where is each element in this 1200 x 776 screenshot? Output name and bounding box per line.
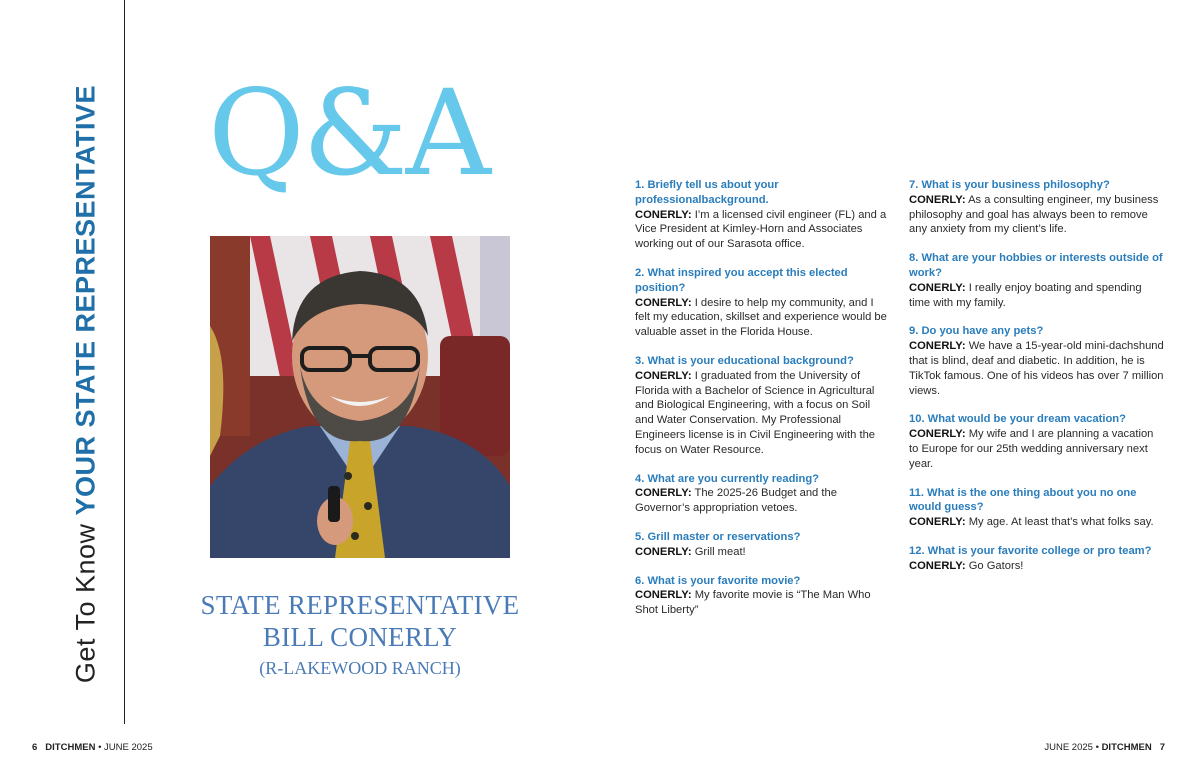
answer-text: Grill meat! [694, 545, 746, 558]
question: 11. What is the one thing about you no one would guess? [909, 486, 1137, 514]
answer [635, 545, 890, 560]
qa-title: Q&A [208, 64, 489, 202]
answer-text: I really enjoy boating and spending time with my family. [909, 281, 1142, 309]
answer [909, 559, 1164, 574]
speaker-label: CONERLY: [909, 281, 966, 294]
qa-item [635, 354, 890, 458]
qa-item [909, 412, 1164, 471]
answer-text: As a consulting engineer, my business philosophy and goal has always been to remove any anxiety from my client’s life. [909, 193, 1159, 236]
answer [635, 486, 890, 516]
portrait-photo [210, 236, 510, 558]
answer [635, 208, 890, 252]
speaker-label: CONERLY: [635, 208, 692, 221]
question: 10. What would be your dream vacation? [909, 413, 1126, 426]
answer [909, 281, 1164, 311]
answer-text: My favorite movie is “The Man Who Shot Liberty” [635, 589, 871, 617]
speaker-label: CONERLY: [635, 369, 692, 382]
qa-item [909, 324, 1164, 398]
qa-column-right [909, 178, 1164, 588]
speaker-label: CONERLY: [909, 428, 966, 441]
question: 4. What are you currently reading? [635, 472, 820, 485]
answer-text: The 2025-26 Budget and the Governor’s appropriation vetoes. [635, 487, 837, 515]
answer-text: I desire to help my community, and I felt my education, skillset and experience would be valuable asset in the Florida House. [635, 296, 887, 339]
qa-item [635, 178, 890, 252]
side-title [71, 85, 102, 683]
question: 12. What is your favorite college or pro team? [909, 544, 1152, 557]
qa-item [635, 266, 890, 340]
answer [909, 515, 1164, 530]
question: 2. What inspired you accept this elected position? [635, 266, 848, 294]
footer-left [32, 742, 153, 753]
speaker-label: CONERLY: [635, 296, 692, 309]
question: 5. Grill master or reservations? [635, 530, 801, 543]
answer [635, 369, 890, 458]
question: 1. Briefly tell us about your professionalbackground. [635, 179, 779, 206]
caption-title: STATE REPRESENTATIVE [200, 590, 520, 620]
speaker-label: CONERLY: [909, 516, 966, 529]
answer-text: My age. At least that’s what folks say. [968, 516, 1154, 529]
question: 3. What is your educational background? [635, 354, 854, 367]
question: 9. Do you have any pets? [909, 325, 1044, 338]
footer-brand-left: DITCHMEN [45, 742, 96, 753]
page-number-right: 7 [1159, 742, 1165, 753]
footer-date-left: JUNE 2025 [104, 742, 153, 753]
answer-text: We have a 15-year-old mini-dachshund that is blind, deaf and diabetic. In addition, he is TikTok famous. One of his videos has over 7 million views. [909, 340, 1164, 397]
speaker-label: CONERLY: [909, 340, 966, 353]
speaker-label: CONERLY: [909, 559, 966, 572]
question: 6. What is your favorite movie? [635, 574, 801, 587]
footer-sep-right: • [1095, 742, 1099, 753]
answer-text: I’m a licensed civil engineer (FL) and a Vice President at Kimley-Horn and Associates working out of our Sarasota office. [635, 208, 887, 251]
qa-column-left [635, 178, 890, 632]
qa-item [635, 574, 890, 618]
answer [909, 339, 1164, 398]
answer-text: Go Gators! [968, 559, 1024, 572]
answer [635, 588, 890, 618]
speaker-label: CONERLY: [635, 545, 692, 558]
speaker-label: CONERLY: [635, 487, 692, 500]
qa-item [909, 544, 1164, 574]
answer-text: I graduated from the University of Florida with a Bachelor of Science in Agricultural and Biological Engineering, with a focus on Soil and Water Conservation. My Professional Engineers license is in Civil Engineering with the focus on Water Resource. [635, 369, 876, 456]
speaker-label: CONERLY: [909, 193, 966, 206]
side-title-light: Get To Know [70, 515, 101, 684]
question: 8. What are your hobbies or interests outside of work? [909, 252, 1163, 279]
qa-item [909, 178, 1164, 237]
footer-date-right: JUNE 2025 [1044, 742, 1093, 753]
side-title-bold: YOUR STATE REPRESENTATIVE [70, 84, 101, 516]
page-number-left: 6 [32, 742, 38, 753]
footer-sep-left: • [98, 742, 102, 753]
qa-item [909, 251, 1164, 310]
answer-text: My wife and I are planning a vacation to Europe for our 25th wedding anniversary next year. [909, 428, 1154, 470]
answer [909, 427, 1164, 471]
answer [909, 193, 1164, 237]
caption-district: (R-LAKEWOOD RANCH) [259, 658, 461, 678]
speaker-label: CONERLY: [635, 589, 692, 602]
footer-brand-right: DITCHMEN [1101, 742, 1152, 753]
qa-item [909, 486, 1164, 530]
qa-item [635, 530, 890, 560]
question: 7. What is your business philosophy? [909, 179, 1110, 191]
answer [635, 296, 890, 340]
qa-item [635, 472, 890, 516]
footer-right [1044, 742, 1165, 753]
vertical-divider [124, 0, 125, 724]
caption-name: BILL CONERLY [262, 622, 458, 652]
